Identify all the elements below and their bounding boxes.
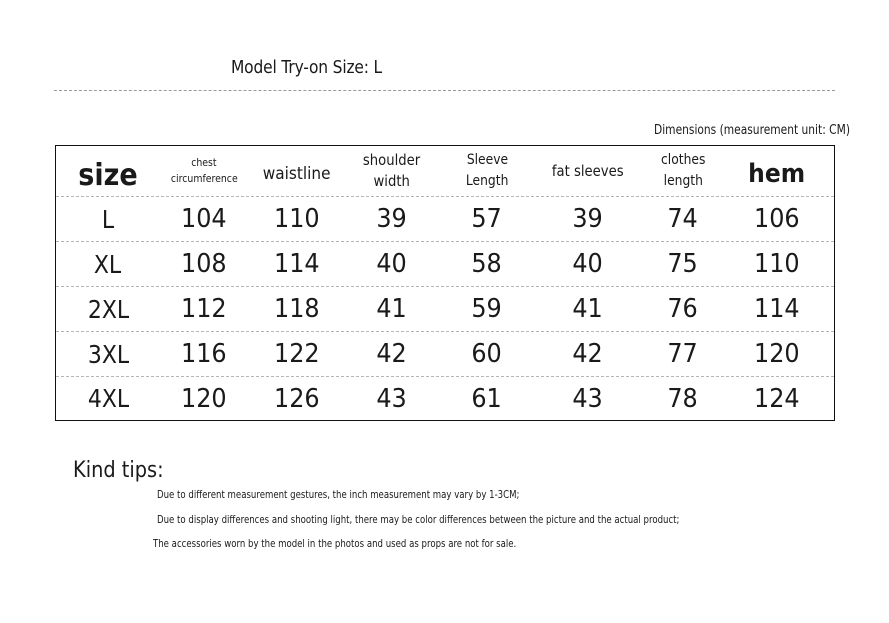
table-row [56, 197, 834, 242]
tip-line: Due to display differences and shooting light, there may be color differences between the picture and the actual product; [157, 513, 680, 526]
length-cell: 77 [667, 339, 699, 369]
tip-line: Due to different measurement gestures, the inch measurement may vary by 1-3CM; [157, 488, 520, 501]
shoulder-cell: 39 [376, 204, 408, 234]
chest-cell: 116 [181, 339, 227, 369]
header-clothes-length [636, 146, 730, 196]
size-cell: 3XL [87, 339, 129, 369]
header-size: size [78, 157, 138, 193]
header-shoulder [346, 146, 438, 196]
header-chest-line1: chest [191, 156, 217, 169]
length-cell: 74 [667, 204, 699, 234]
fat-sleeves-cell: 41 [572, 294, 604, 324]
chest-cell: 120 [181, 383, 227, 414]
header-clothes-line1: clothes [660, 152, 706, 168]
waist-cell: 114 [274, 249, 320, 279]
chest-cell: 108 [181, 249, 227, 279]
header-shoulder-line1: shoulder [363, 151, 421, 169]
table-row [56, 242, 834, 287]
shoulder-cell: 41 [376, 294, 408, 324]
header-fat-sleeves: fat sleeves [552, 161, 624, 180]
size-cell: XL [94, 249, 122, 279]
fat-sleeves-cell: 40 [572, 249, 604, 279]
chest-cell: 112 [181, 294, 227, 324]
hem-cell: 106 [754, 204, 800, 234]
table-row [56, 377, 834, 420]
dimensions-note: Dimensions (measurement unit: CM) [654, 123, 850, 138]
hem-cell: 120 [754, 339, 800, 369]
size-cell: 2XL [87, 294, 129, 324]
header-sleeve-line1: Sleeve [466, 152, 508, 168]
sleeve-cell: 57 [471, 204, 503, 234]
header-sleeve [440, 146, 534, 196]
header-hem: hem [748, 159, 806, 189]
header-waistline: waistline [263, 164, 331, 184]
divider [54, 90, 835, 91]
page-title: Model Try-on Size: L [231, 57, 383, 78]
fat-sleeves-cell: 39 [572, 204, 604, 234]
sleeve-cell: 60 [471, 339, 503, 369]
length-cell: 76 [667, 294, 699, 324]
sleeve-cell: 58 [471, 249, 503, 279]
shoulder-cell: 42 [376, 339, 408, 369]
hem-cell: 110 [754, 249, 800, 279]
waist-cell: 118 [274, 294, 320, 324]
header-chest [154, 146, 254, 196]
header-sleeve-line2: Length [465, 173, 509, 189]
chest-cell: 104 [181, 204, 227, 234]
shoulder-cell: 43 [376, 383, 408, 414]
sleeve-cell: 59 [471, 294, 503, 324]
waist-cell: 126 [274, 383, 320, 414]
size-cell: 4XL [87, 384, 129, 413]
sleeve-cell: 61 [471, 383, 503, 414]
table-row [56, 332, 834, 377]
header-chest-line2: circumference [170, 172, 238, 185]
hem-cell: 124 [754, 383, 800, 414]
hem-cell: 114 [754, 294, 800, 324]
header-shoulder-line2: width [373, 172, 411, 190]
header-clothes-line2: length [663, 173, 703, 189]
waist-cell: 110 [274, 204, 320, 234]
size-cell: L [101, 204, 115, 234]
fat-sleeves-cell: 42 [572, 339, 604, 369]
fat-sleeves-cell: 43 [572, 383, 604, 414]
length-cell: 75 [667, 249, 699, 279]
table-row [56, 287, 834, 332]
tip-line: The accessories worn by the model in the photos and used as props are not for sale. [153, 537, 517, 550]
waist-cell: 122 [274, 339, 320, 369]
table-header-row [56, 146, 834, 197]
tips-heading: Kind tips: [73, 458, 164, 483]
shoulder-cell: 40 [376, 249, 408, 279]
length-cell: 78 [667, 383, 699, 414]
size-table [55, 145, 835, 421]
